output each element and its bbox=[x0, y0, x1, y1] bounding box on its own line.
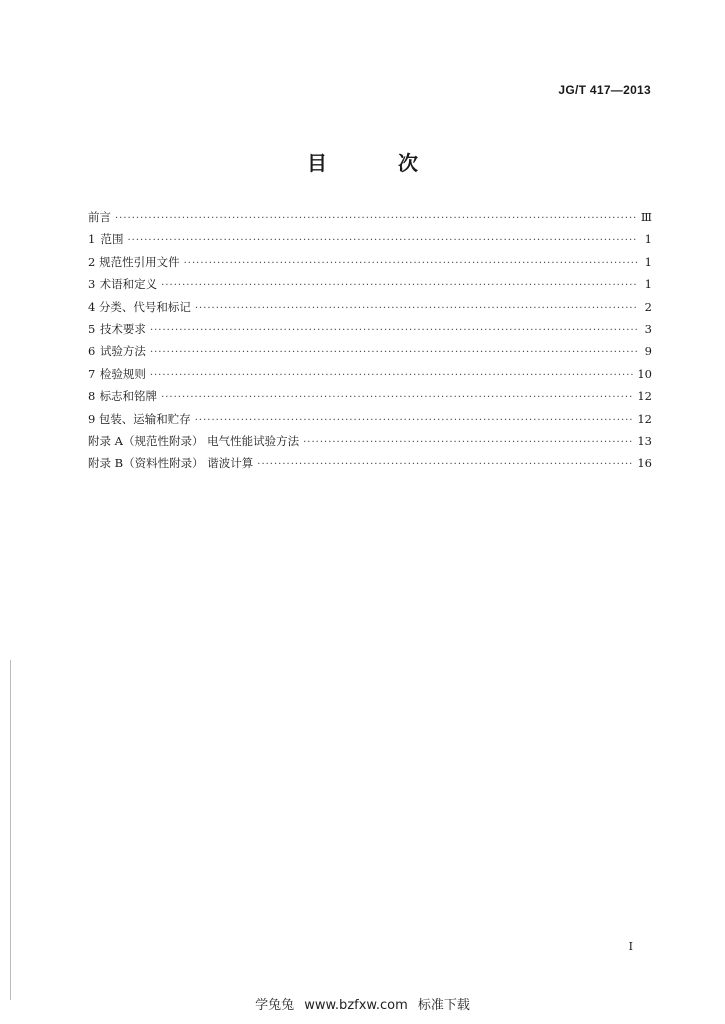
toc-entry-4[interactable] bbox=[88, 296, 652, 318]
toc-entry-label: 标志和铭牌 bbox=[99, 389, 158, 404]
toc-entry-page: 13 bbox=[637, 433, 652, 448]
toc-entry-page: 1 bbox=[644, 277, 652, 292]
toc-entry-page: 16 bbox=[637, 456, 652, 471]
toc-entry-page: 10 bbox=[637, 366, 652, 381]
toc-entry-page: 2 bbox=[644, 299, 652, 314]
page-number: I bbox=[628, 940, 633, 953]
toc-entry-number: 6 bbox=[88, 344, 96, 359]
toc-entry-appendix-b[interactable] bbox=[88, 452, 652, 474]
toc-entry-label: 检验规则 bbox=[99, 366, 146, 381]
dot-leader bbox=[303, 432, 633, 454]
toc-entry-6[interactable] bbox=[88, 340, 652, 362]
toc-entry-number: 8 bbox=[88, 389, 96, 404]
toc-entry-9[interactable] bbox=[88, 408, 652, 430]
toc-entry-label: 技术要求 bbox=[99, 321, 146, 336]
dot-leader bbox=[161, 275, 638, 297]
toc-entry-number: 7 bbox=[88, 366, 96, 381]
toc-entry-1[interactable] bbox=[88, 228, 652, 250]
standard-number: JG/T 417—2013 bbox=[558, 83, 651, 97]
toc-entry-label: 试验方法 bbox=[99, 344, 146, 359]
toc-entry-3[interactable] bbox=[88, 273, 652, 295]
toc-entry-label: 规范性引用文件 bbox=[99, 254, 180, 269]
dot-leader bbox=[184, 253, 638, 275]
table-of-contents bbox=[88, 206, 652, 475]
toc-entry-7[interactable] bbox=[88, 363, 652, 385]
toc-entry-label: 分类、代号和标记 bbox=[98, 299, 191, 314]
toc-entry-label: 附录 B（资料性附录） 谐波计算 bbox=[88, 456, 254, 471]
toc-entry-number: 5 bbox=[88, 321, 96, 336]
toc-entry-label: 附录 A（规范性附录） 电气性能试验方法 bbox=[88, 433, 300, 448]
dot-leader bbox=[115, 208, 637, 230]
toc-entry-5[interactable] bbox=[88, 318, 652, 340]
dot-leader bbox=[150, 365, 634, 387]
toc-entry-2[interactable] bbox=[88, 251, 652, 273]
toc-entry-number: 1 bbox=[88, 232, 96, 247]
toc-entry-page: Ⅲ bbox=[640, 210, 652, 224]
toc-entry-page: 9 bbox=[644, 344, 652, 359]
toc-entry-number: 9 bbox=[88, 411, 96, 426]
dot-leader bbox=[150, 342, 638, 364]
toc-entry-foreword[interactable] bbox=[88, 206, 652, 228]
dot-leader bbox=[150, 320, 638, 342]
dot-leader bbox=[161, 387, 633, 409]
toc-entry-page: 1 bbox=[644, 254, 652, 269]
toc-entry-label: 包装、运输和贮存 bbox=[98, 411, 191, 426]
scan-margin-line bbox=[10, 660, 11, 1000]
dot-leader bbox=[128, 230, 639, 252]
toc-entry-number: 3 bbox=[88, 277, 96, 292]
toc-entry-appendix-a[interactable] bbox=[88, 430, 652, 452]
dot-leader bbox=[257, 454, 633, 476]
dot-leader bbox=[195, 410, 634, 432]
toc-entry-page: 12 bbox=[637, 389, 652, 404]
toc-entry-label: 前言 bbox=[88, 210, 111, 224]
footer-watermark: 学兔兔 www.bzfxw.com 标准下载 bbox=[255, 998, 470, 1013]
toc-entry-label: 术语和定义 bbox=[99, 277, 158, 292]
toc-entry-8[interactable] bbox=[88, 385, 652, 407]
page-title: 目 次 bbox=[307, 151, 450, 175]
toc-entry-page: 1 bbox=[644, 232, 652, 247]
toc-entry-page: 3 bbox=[644, 321, 652, 336]
toc-entry-number: 4 bbox=[88, 299, 96, 314]
dot-leader bbox=[195, 298, 638, 320]
toc-entry-page: 12 bbox=[637, 411, 652, 426]
toc-entry-label: 范围 bbox=[100, 232, 124, 247]
toc-entry-number: 2 bbox=[88, 254, 96, 269]
